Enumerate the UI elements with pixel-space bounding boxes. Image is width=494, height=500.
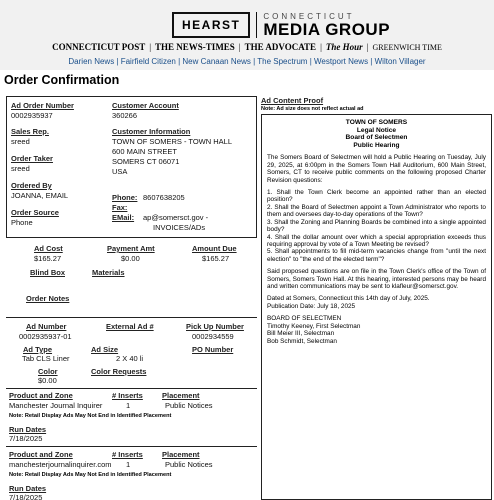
placement-value: Public Notices (165, 460, 213, 469)
ad-number-label: Ad Number (26, 322, 67, 331)
product-zone-label: Product and Zone (9, 450, 73, 459)
inserts-value: 1 (126, 460, 131, 469)
run-dates-label: Run Dates (9, 425, 47, 434)
charter-question: 5. Shall appointments to fill mid-term vacancies change from "until the next election" to "the end of the elected term"? (267, 248, 486, 263)
hearst-cmg-logo (172, 10, 390, 40)
blind-box-label: Blind Box (30, 268, 65, 277)
amount-due-value: $165.27 (202, 254, 230, 263)
ad-dated: Dated at Somers, Connecticut this 14th day of July, 2025. (267, 295, 430, 303)
cmg-logo (263, 13, 390, 38)
materials-label: Materials (92, 268, 125, 277)
placement-label: Placement (162, 450, 200, 459)
ad-cost-label: Ad Cost (34, 244, 63, 253)
customer-info-line: USA (112, 167, 128, 176)
color-label: Color (38, 367, 58, 376)
charter-question: 1. Shall the Town Clerk become an appointed rather than an elected position? (267, 189, 486, 204)
ad-signoff-line: Bob Schmidt, Selectman (267, 337, 337, 345)
paper-greenwich-time[interactable]: GREENWICH TIME (372, 43, 442, 52)
color-value: $0.00 (38, 376, 57, 385)
ad-size-label: Ad Size (91, 345, 119, 354)
customer-info-line: TOWN OF SOMERS - TOWN HALL (112, 137, 233, 146)
order-source-label: Order Source (11, 208, 59, 217)
payment-amt-value: $0.00 (121, 254, 140, 263)
external-ad-label: External Ad # (106, 322, 154, 331)
ad-order-number-label: Ad Order Number (11, 101, 74, 110)
amount-due-label: Amount Due (192, 244, 237, 253)
ad-intro-paragraph: The Somers Board of Selectmen will hold a Public Hearing on Tuesday, July 29, 2025, at 6:00pm in the Somers Town Hall Auditorium, 600 Main Street, Somers, CT to receive public comments on the following proposed Charter Revision questions: (267, 154, 486, 184)
charter-question: 4. Shall the dollar amount over which a special appropriation exceeds thus requiring approval by vote of a Town Meeting be revised? (267, 233, 486, 248)
product-zone-value: manchesterjournalinquirer.com (9, 460, 112, 469)
masthead (0, 0, 494, 70)
ad-heading (267, 119, 486, 149)
placement-note: Note: Retail Display Ads May Not End in Identified Placement (9, 413, 172, 419)
ad-content-proof-box (261, 114, 492, 500)
charter-question: 2. Shall the Board of Selectmen appoint a Town Administrator who reports to them and oversees day-to-day operations of the Town? (267, 203, 486, 219)
paper-connecticut-post[interactable]: CONNECTICUT POST (52, 42, 146, 52)
customer-info-line: 600 MAIN STREET (112, 147, 178, 156)
placement-note: Note: Retail Display Ads May Not End in Identified Placement (9, 472, 172, 478)
product-zone-label: Product and Zone (9, 391, 73, 400)
newspaper-brands: CONNECTICUT POST | THE NEWS-TIMES | THE ADVOCATE | The Hour | GREENWICH TIME (52, 42, 442, 52)
sales-rep-value: sreed (11, 137, 30, 146)
ad-heading-line: Public Hearing (353, 141, 400, 149)
sales-rep-label: Sales Rep. (11, 127, 49, 136)
customer-info-line: SOMERS CT 06071 (112, 157, 180, 166)
order-notes-label: Order Notes (26, 294, 70, 303)
run-dates-value: 7/18/2025 (9, 434, 43, 443)
ad-signoff-line: Bill Meier III, Selectman (267, 330, 335, 338)
ad-number-value: 0002935937-01 (19, 332, 72, 341)
ad-size-value: 2 X 40 li (116, 354, 144, 363)
cmg-logo-top: CONNECTICUT (263, 11, 355, 21)
ad-heading-line: TOWN OF SOMERS (345, 119, 408, 126)
placement-value: Public Notices (165, 401, 213, 410)
paper-advocate[interactable]: THE ADVOCATE (244, 42, 317, 52)
phone-value: 8607638205 (143, 193, 185, 202)
ad-content-proof-title: Ad Content Proof (261, 96, 324, 105)
paper-the-hour[interactable]: The Hour (325, 42, 363, 52)
fax-label: Fax: (112, 203, 128, 212)
ad-body-paragraph: Said proposed questions are on file in the Town Clerk's office of the Town of Somers, Somers Town Hall. At this hearing, interested persons may be heard and written communications may be sent to klafleur@somersct.gov. (267, 268, 486, 291)
local-sites-links[interactable]: Darien News | Fairfield Citizen | New Canaan News | The Spectrum | Westport News | Wilton Villager (68, 57, 426, 66)
placement-label: Placement (162, 391, 200, 400)
po-number-label: PO Number (192, 345, 234, 354)
email-label: EMail: (112, 213, 135, 222)
ad-type-value: Tab CLS Liner (22, 354, 70, 363)
ad-size-note: Note: Ad size does not reflect actual ad (261, 106, 364, 112)
email-value[interactable]: ap@somersct.gov - (143, 213, 209, 222)
product-zone-value: Manchester Journal Inquirer (9, 401, 103, 410)
ordered-by-value: JOANNA, EMAIL (11, 191, 69, 200)
page-title: Order Confirmation (4, 73, 120, 87)
customer-account-label: Customer Account (112, 101, 179, 110)
order-taker-value: sreed (11, 164, 30, 173)
pick-up-number-label: Pick Up Number (186, 322, 244, 331)
payment-amt-label: Payment Amt (107, 244, 155, 253)
ad-heading-line: Legal Notice (356, 126, 397, 134)
ad-order-number-value: 0002935937 (11, 111, 53, 120)
phone-label: Phone: (112, 193, 138, 202)
placement-divider (6, 446, 257, 447)
ad-publication-date: Publication Date: July 18, 2025 (267, 302, 356, 310)
logo-divider (256, 12, 257, 38)
order-taker-label: Order Taker (11, 154, 53, 163)
ad-type-label: Ad Type (23, 345, 53, 354)
run-dates-value: 7/18/2025 (9, 493, 43, 500)
ad-signoff-line: BOARD OF SELECTMEN (267, 315, 342, 323)
cmg-logo-bottom: MEDIA GROUP (263, 19, 391, 39)
ad-heading-line: Board of Selectmen (345, 134, 408, 142)
section-divider (6, 317, 257, 318)
order-source-value: Phone (11, 218, 33, 227)
pick-up-number-value: 0002934559 (192, 332, 234, 341)
charter-question: 3. Shall the Zoning and Planning Boards be combined into a single appointed body? (267, 218, 486, 234)
ordered-by-label: Ordered By (11, 181, 52, 190)
order-info-box (6, 96, 257, 238)
inserts-label: # Inserts (112, 391, 143, 400)
hearst-logo: HEARST (172, 12, 250, 38)
email-value-cont: INVOICES/ADs (153, 223, 206, 232)
inserts-label: # Inserts (112, 450, 143, 459)
ad-signoff-line: Timothy Keeney, First Selectman (267, 322, 361, 330)
customer-account-value: 360266 (112, 111, 138, 120)
paper-news-times[interactable]: THE NEWS-TIMES (155, 42, 235, 52)
customer-information-label: Customer Information (112, 127, 191, 136)
color-requests-label: Color Requests (91, 367, 147, 376)
placement-divider (6, 388, 257, 389)
inserts-value: 1 (126, 401, 131, 410)
ad-cost-value: $165.27 (34, 254, 62, 263)
run-dates-label: Run Dates (9, 484, 47, 493)
